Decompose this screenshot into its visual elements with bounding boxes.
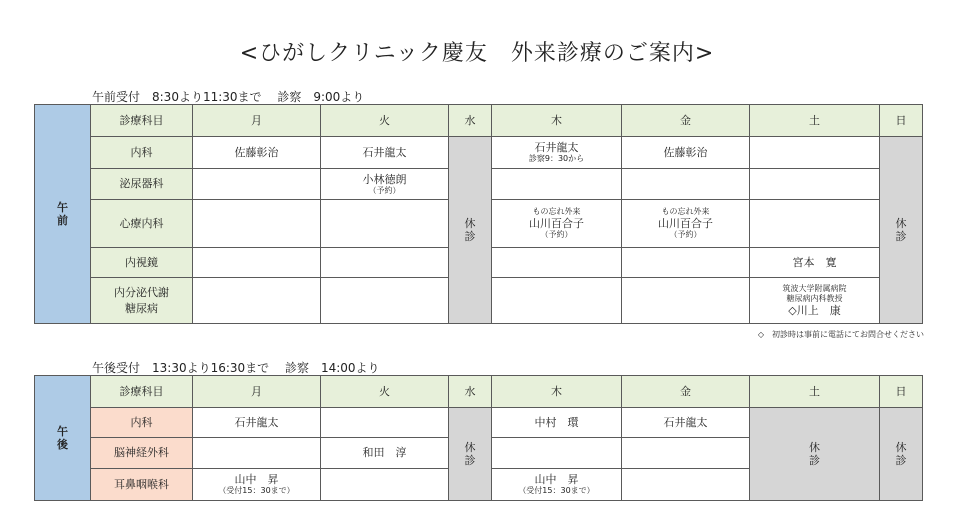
am-naishikyo-fri: [622, 248, 750, 278]
pm-header-dept: 診療科目: [91, 376, 193, 408]
pm-jibi-thu: 山中 昇 （受付15：30まで）: [492, 469, 622, 501]
am-naika-thu: 石井龍太 診察9：30から: [492, 137, 622, 169]
pm-naika-fri: 石井龍太: [622, 408, 750, 438]
am-dept-naibunpi: 内分泌代謝 糖尿病: [91, 278, 193, 324]
am-naibunpi-tue: [321, 278, 449, 324]
am-header-tue: 火: [321, 105, 449, 137]
am-naika-mon: 佐藤彰治: [193, 137, 321, 169]
am-hinyo-thu: [492, 169, 622, 200]
am-header-thu: 木: [492, 105, 622, 137]
pm-naika-thu: 中村 環: [492, 408, 622, 438]
am-header-mon: 月: [193, 105, 321, 137]
am-hinyo-tue: 小林徳朗 （予約）: [321, 169, 449, 200]
pm-header-fri: 金: [622, 376, 750, 408]
am-naishikyo-sat: 宮本 寛: [750, 248, 880, 278]
am-reception-hours: 午前受付 8:30より11:30まで 診察 9:00より: [92, 90, 365, 104]
am-shinryo-thu: もの忘れ外来 山川百合子 （予約）: [492, 200, 622, 248]
pm-jibi-mon: 山中 昇 （受付15：30まで）: [193, 469, 321, 501]
am-header-sat: 土: [750, 105, 880, 137]
am-hinyo-mon: [193, 169, 321, 200]
am-header-wed: 水: [449, 105, 492, 137]
am-schedule-table: [34, 104, 923, 324]
am-header-row: [35, 105, 923, 137]
am-naishikyo-mon: [193, 248, 321, 278]
am-dept-shinryo: 心療内科: [91, 200, 193, 248]
am-naibunpi-mon: [193, 278, 321, 324]
pm-wed-closed: 休 診: [449, 408, 492, 501]
pm-noushinkei-tue: 和田 淳: [321, 438, 449, 469]
pm-naika-tue: [321, 408, 449, 438]
pm-row-naika: [35, 408, 923, 438]
am-header-dept: 診療科目: [91, 105, 193, 137]
pm-side-label: 午 後: [35, 376, 91, 501]
pm-header-row: [35, 376, 923, 408]
pm-header-sun: 日: [880, 376, 923, 408]
pm-reception-hours: 午後受付 13:30より16:30まで 診察 14:00より: [92, 361, 380, 375]
am-naishikyo-thu: [492, 248, 622, 278]
am-naibunpi-thu: [492, 278, 622, 324]
am-hinyo-sat: [750, 169, 880, 200]
am-row-naika: [35, 137, 923, 169]
am-dept-naishikyo: 内視鏡: [91, 248, 193, 278]
am-shinryo-sat: [750, 200, 880, 248]
pm-noushinkei-thu: [492, 438, 622, 469]
am-shinryo-mon: [193, 200, 321, 248]
pm-noushinkei-fri: [622, 438, 750, 469]
am-sun-closed: 休 診: [880, 137, 923, 324]
pm-header-thu: 木: [492, 376, 622, 408]
am-side-label: 午 前: [35, 105, 91, 324]
pm-header-mon: 月: [193, 376, 321, 408]
am-dept-hinyo: 泌尿器科: [91, 169, 193, 200]
pm-sun-closed: 休 診: [880, 408, 923, 501]
pm-noushinkei-mon: [193, 438, 321, 469]
pm-jibi-tue: [321, 469, 449, 501]
page-title: <ひがしクリニック慶友 外来診療のご案内>: [239, 41, 715, 66]
pm-header-tue: 火: [321, 376, 449, 408]
pm-naika-mon: 石井龍太: [193, 408, 321, 438]
am-hinyo-fri: [622, 169, 750, 200]
pm-jibi-fri: [622, 469, 750, 501]
am-header-sun: 日: [880, 105, 923, 137]
pm-dept-naika: 内科: [91, 408, 193, 438]
pm-dept-noushinkei: 脳神経外科: [91, 438, 193, 469]
first-visit-note: ◇ 初診時は事前に電話にてお問合せください: [757, 330, 924, 339]
am-shinryo-fri: もの忘れ外来 山川百合子 （予約）: [622, 200, 750, 248]
am-naibunpi-fri: [622, 278, 750, 324]
pm-dept-jibi: 耳鼻咽喉科: [91, 469, 193, 501]
am-naishikyo-tue: [321, 248, 449, 278]
am-naibunpi-sat: 筑波大学附属病院 糖尿病内科教授 ◇川上 康: [750, 278, 880, 324]
am-naika-tue: 石井龍太: [321, 137, 449, 169]
am-dept-naika: 内科: [91, 137, 193, 169]
pm-header-sat: 土: [750, 376, 880, 408]
am-naika-fri: 佐藤彰治: [622, 137, 750, 169]
pm-schedule-table: [34, 375, 923, 501]
am-naika-sat: [750, 137, 880, 169]
pm-header-wed: 水: [449, 376, 492, 408]
am-header-fri: 金: [622, 105, 750, 137]
pm-sat-closed: 休 診: [750, 408, 880, 501]
am-wed-closed: 休 診: [449, 137, 492, 324]
am-shinryo-tue: [321, 200, 449, 248]
